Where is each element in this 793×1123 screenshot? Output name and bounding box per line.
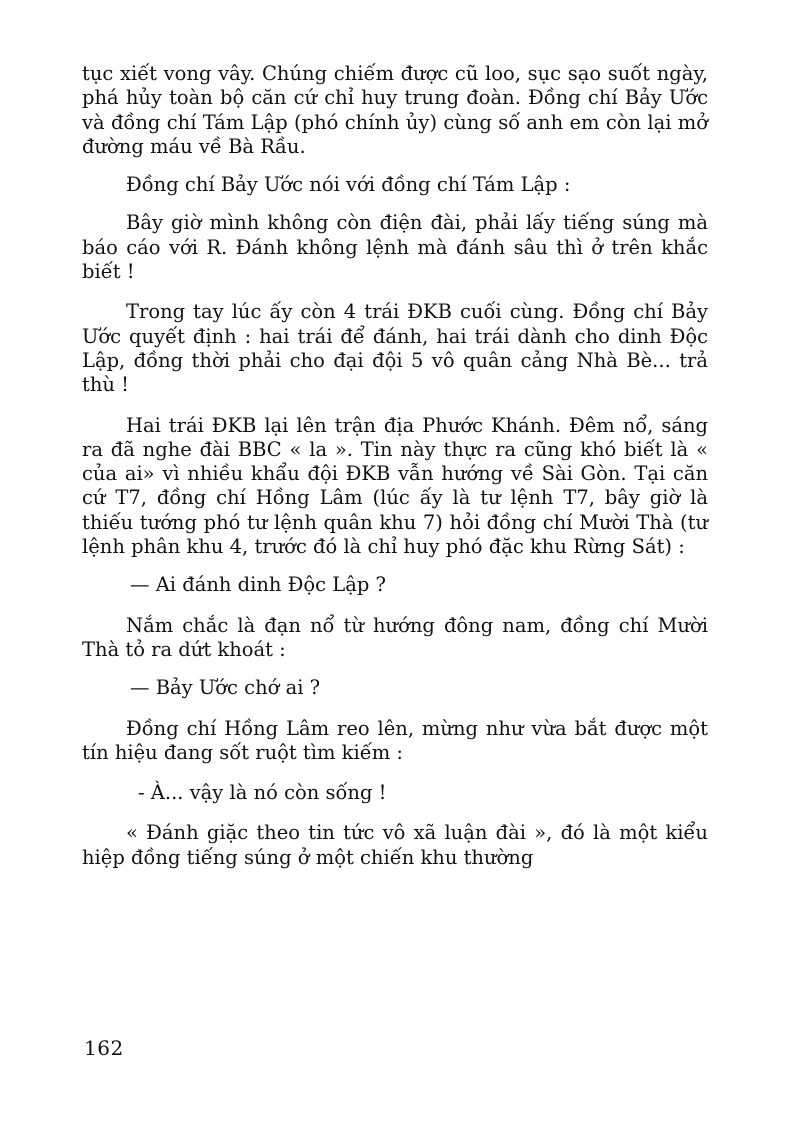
dialogue-line-question: — Ai đánh dinh Độc Lập ? (130, 573, 386, 597)
page-number: 162 (84, 1036, 124, 1060)
body-text (82, 62, 708, 870)
paragraph-final: « Đánh giặc theo tin tức vô xã luận đài », đó là một kiểu hiệp đồng tiếng súng ở một chiến khu thường (82, 821, 708, 869)
paragraph-phuoc-khanh: Hai trái ĐKB lại lên trận địa Phước Khánh. Đêm nổ, sáng ra đã nghe đài BBC « la ». Tin này thực ra cũng khó biết là « của ai» vì nhiều khẩu đội ĐKB vẫn hướng về Sài Gòn. Tại căn cứ T7, đồng chí Hồng Lâm (lúc ấy là tư lệnh T7, bây giờ là thiếu tướng phó tư lệnh quân khu 7) hỏi đồng chí Mười Thà (tư lệnh phân khu 4, trước đó là chỉ huy phó đặc khu Rừng Sát) : (82, 413, 708, 559)
paragraph-muoi-tha: Nắm chắc là đạn nổ từ hướng đông nam, đồng chí Mười Thà tỏ ra dứt khoát : (82, 613, 708, 661)
paragraph-dialogue-intro: Đồng chí Bảy Ước nói với đồng chí Tám Lập : (126, 173, 571, 197)
paragraph-continuation: tục xiết vong vây. Chúng chiếm được cũ loo, sục sạo suốt ngày, phá hủy toàn bộ căn cứ chỉ huy trung đoàn. Đồng chí Bảy Ước và đồng chí Tám Lập (phó chính ủy) cùng số anh em còn lại mở đường máu về Bà Rầu. (82, 62, 708, 158)
dialogue-line-answer: — Bảy Ước chớ ai ? (130, 676, 321, 700)
dialogue-line-exclaim: - À... vậy là nó còn sống ! (138, 781, 387, 805)
paragraph-hong-lam: Đồng chí Hồng Lâm reo lên, mừng như vừa bắt được một tín hiệu đang sốt ruột tìm kiếm : (82, 716, 708, 764)
paragraph-dkb: Trong tay lúc ấy còn 4 trái ĐKB cuối cùng. Đồng chí Bảy Ước quyết định : hai trái để đánh, hai trái dành cho dinh Độc Lập, đồng thời phải cho đại đội 5 vô quân cảng Nhà Bè... trả thù ! (82, 300, 708, 397)
paragraph-quote: Bây giờ mình không còn điện đài, phải lấy tiếng súng mà báo cáo với R. Đánh không lệnh mà đánh sâu thì ở trên khắc biết ! (82, 211, 708, 284)
